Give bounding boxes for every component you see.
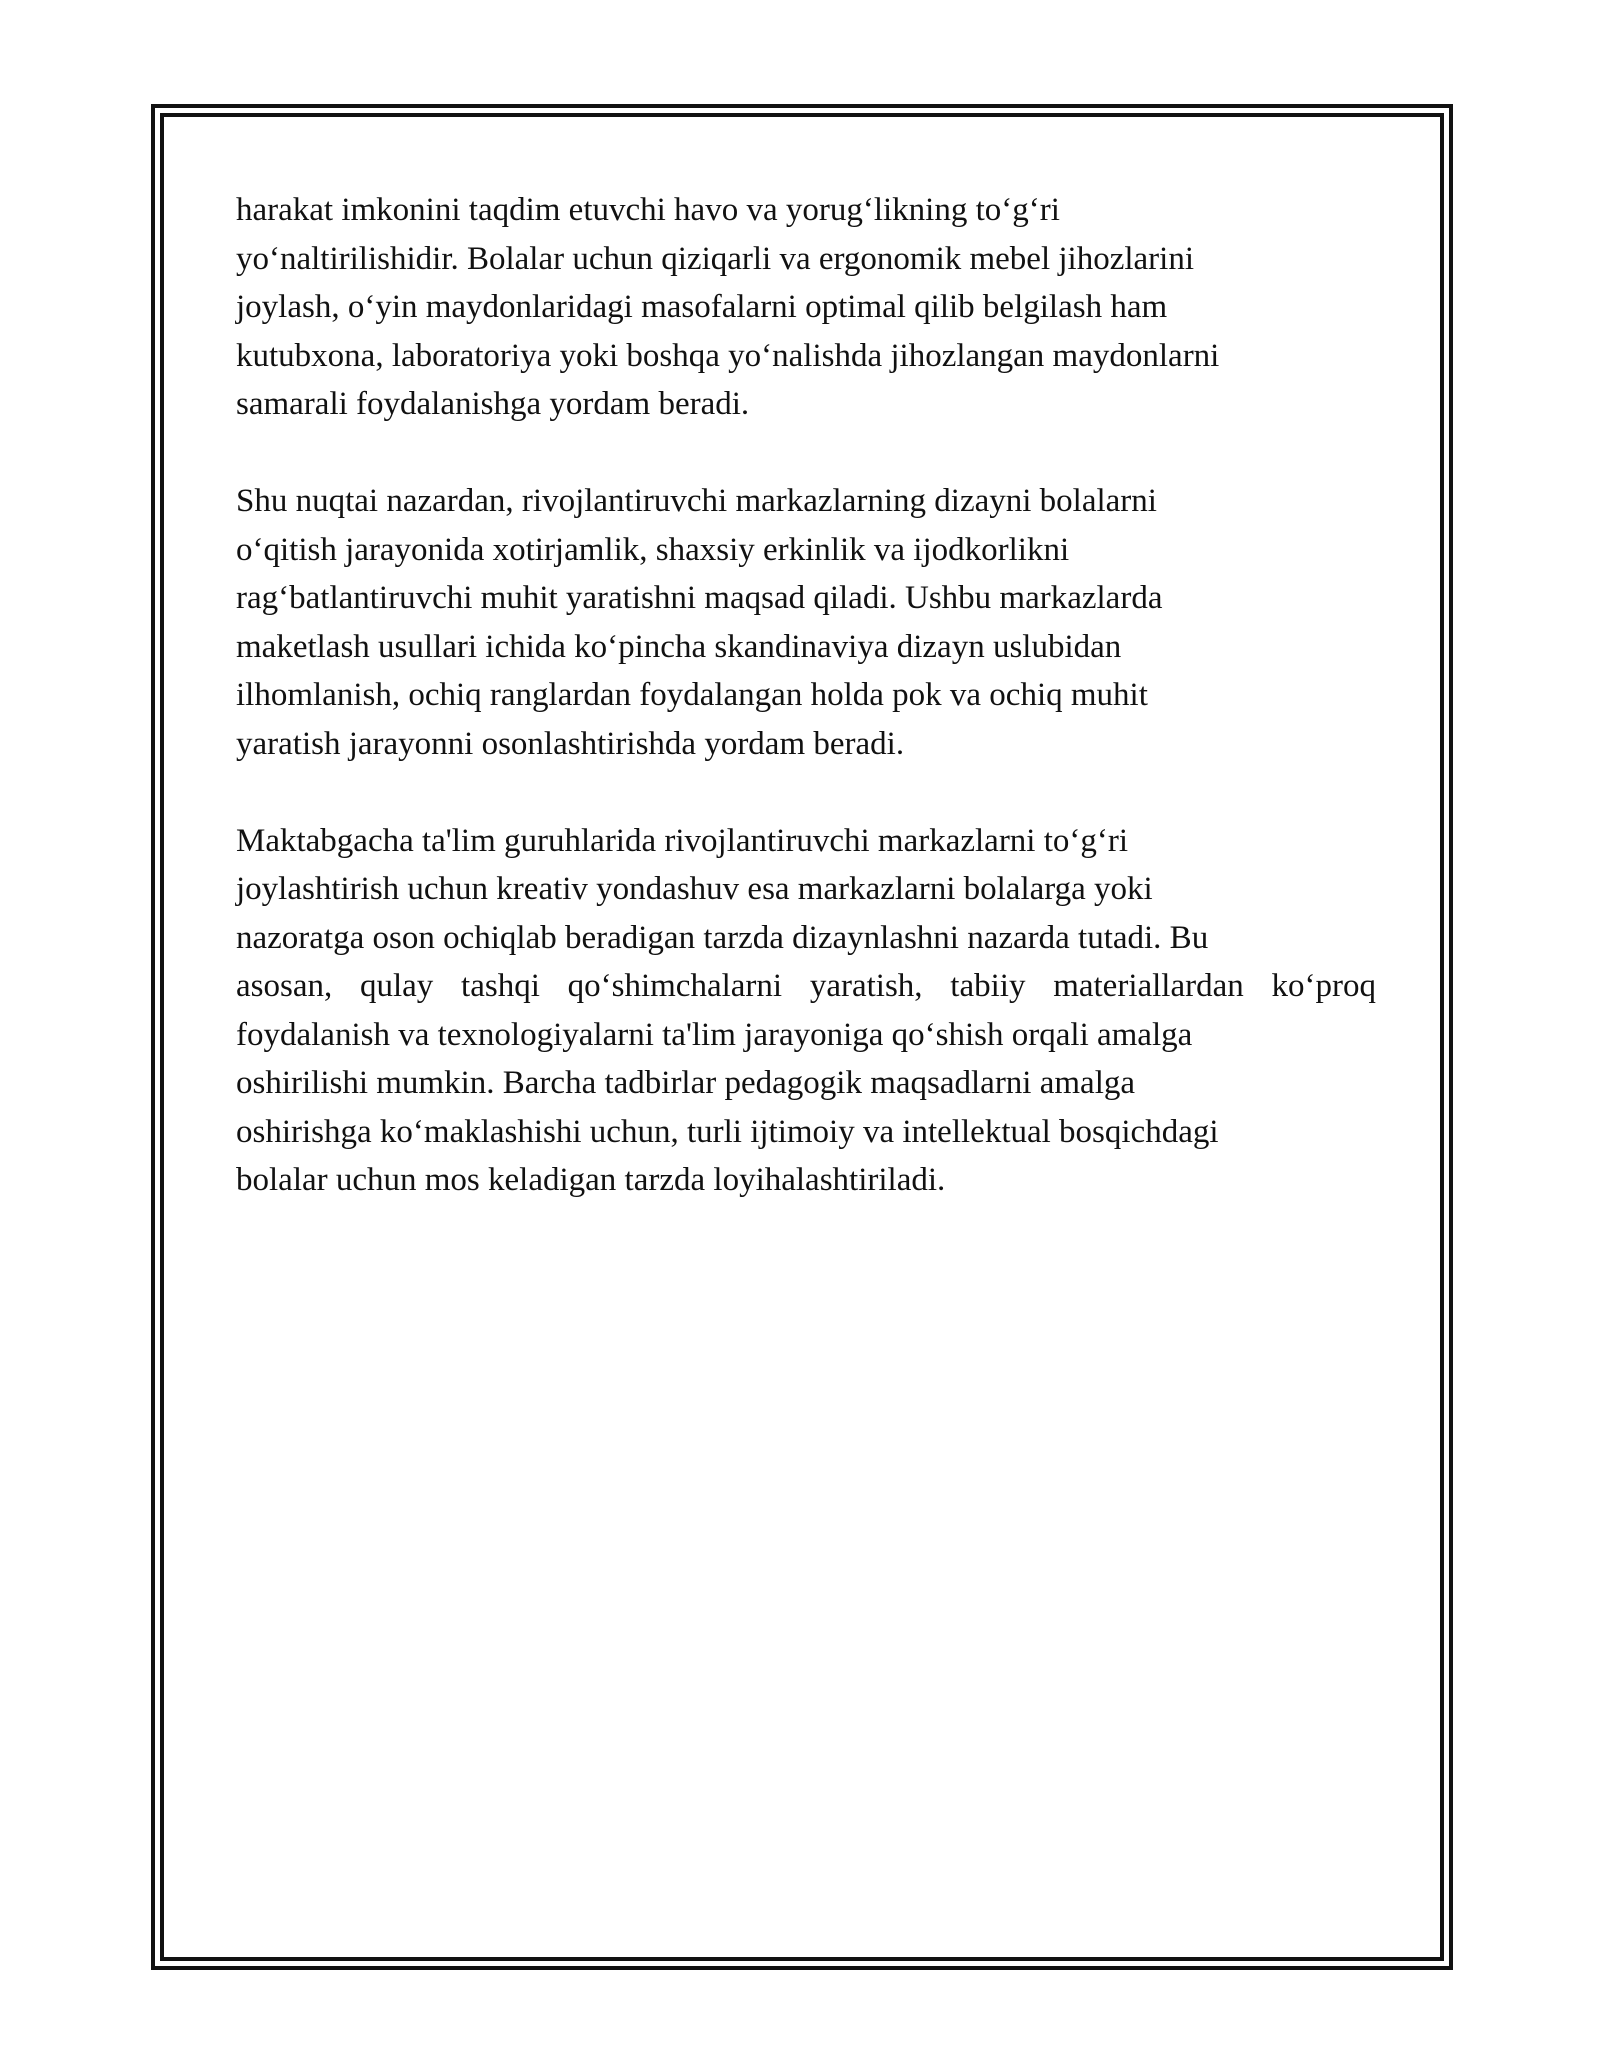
paragraph-line: bolalar uchun mos keladigan tarzda loyihalashtiriladi. bbox=[236, 1162, 946, 1198]
paragraph-line: Maktabgacha ta'lim guruhlarida rivojlantiruvchi markazlarni to‘g‘ri bbox=[236, 822, 1129, 859]
paragraph-line: joylash, o‘yin maydonlaridagi masofalarni optimal qilib belgilash ham bbox=[236, 289, 1168, 325]
paragraph-3 bbox=[236, 817, 1376, 1205]
paragraph-line: harakat imkonini taqdim etuvchi havo va yorug‘likning to‘g‘ri bbox=[236, 192, 1060, 228]
paragraph-1 bbox=[236, 186, 1376, 429]
paragraph-line: joylashtirish uchun kreativ yondashuv esa markazlarni bolalarga yoki bbox=[236, 871, 1153, 907]
paragraph-line: foydalanish va texnologiyalarni ta'lim jarayoniga qo‘shish orqali amalga bbox=[236, 1016, 1193, 1053]
paragraph-line: asosan, qulay tashqi qo‘shimchalarni yaratish, tabiiy materiallardan ko‘proq bbox=[236, 968, 1376, 1004]
paragraph-line: samarali foydalanishga yordam beradi. bbox=[236, 386, 750, 422]
document-body bbox=[236, 186, 1376, 1253]
paragraph-line: maketlash usullari ichida ko‘pincha skandinaviya dizayn uslubidan bbox=[236, 628, 1122, 665]
paragraph-line: Shu nuqtai nazardan, rivojlantiruvchi markazlarning dizayni bolalarni bbox=[236, 483, 1157, 519]
paragraph-line: rag‘batlantiruvchi muhit yaratishni maqsad qiladi. Ushbu markazlarda bbox=[236, 580, 1163, 616]
paragraph-line: o‘qitish jarayonida xotirjamlik, shaxsiy erkinlik va ijodkorlikni bbox=[236, 531, 1070, 568]
paragraph-line: yo‘naltirilishidir. Bolalar uchun qiziqarli va ergonomik mebel jihozlarini bbox=[236, 240, 1194, 277]
paragraph-line: kutubxona, laboratoriya yoki boshqa yo‘nalishda jihozlangan maydonlarni bbox=[236, 337, 1220, 374]
paragraph-line: nazoratga oson ochiqlab beradigan tarzda dizaynlashni nazarda tutadi. Bu bbox=[236, 919, 1209, 956]
paragraph-line: oshirilishi mumkin. Barcha tadbirlar pedagogik maqsadlarni amalga bbox=[236, 1065, 1136, 1101]
paragraph-line: oshirishga ko‘maklashishi uchun, turli ijtimoiy va intellektual bosqichdagi bbox=[236, 1113, 1219, 1150]
paragraph-2 bbox=[236, 477, 1376, 768]
paragraph-line: yaratish jarayonni osonlashtirishda yordam beradi. bbox=[236, 725, 905, 762]
paragraph-line: ilhomlanish, ochiq ranglardan foydalangan holda pok va ochiq muhit bbox=[236, 677, 1148, 713]
